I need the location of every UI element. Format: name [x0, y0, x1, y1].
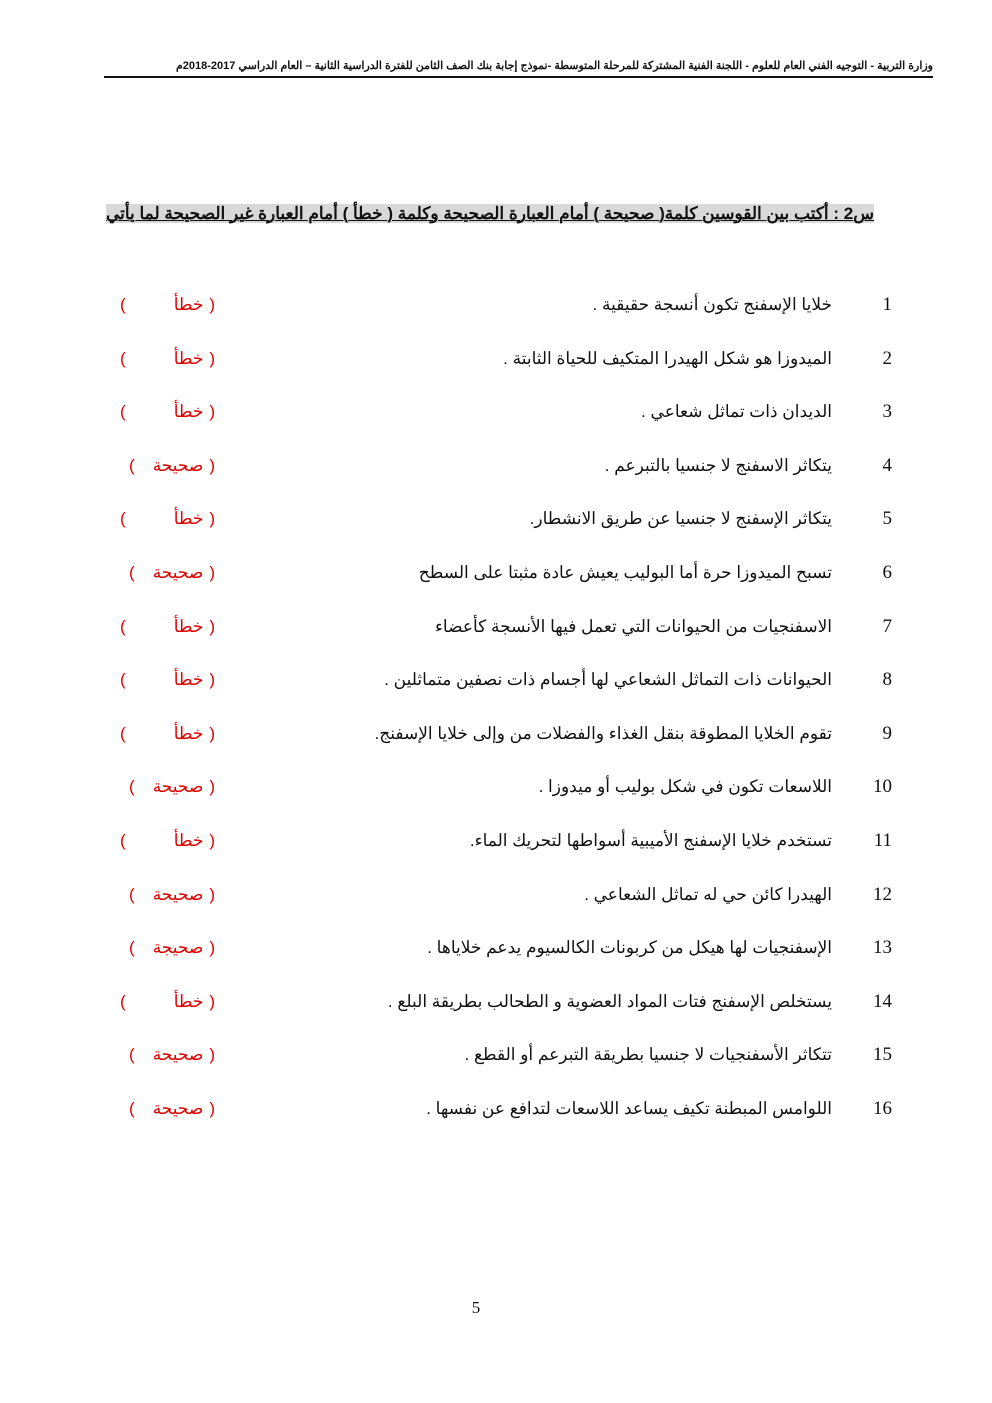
statement-row: [0, 772, 992, 802]
close-paren: ): [120, 509, 126, 529]
open-paren: (: [209, 455, 215, 475]
statement-number: 12: [873, 883, 892, 905]
open-paren: (: [209, 938, 215, 958]
answer-box: [100, 612, 215, 642]
statement-number: 8: [882, 669, 892, 691]
answer-word: خطأ: [173, 509, 204, 529]
answer-box: [100, 1094, 215, 1124]
open-paren: (: [209, 723, 215, 743]
close-paren: ): [129, 777, 135, 797]
answer-word: خطأ: [173, 991, 204, 1011]
open-paren: (: [209, 348, 215, 368]
answer-word: صحيحة: [152, 563, 204, 582]
answer-box: [100, 665, 215, 695]
answer-word: خطأ: [173, 616, 204, 636]
open-paren: (: [209, 670, 215, 690]
answer-box: [100, 290, 215, 320]
statement-text: الميدوزا هو شكل الهيدرا المتكيف للحياة الثابتة .: [503, 348, 832, 368]
statement-text: يتكاثر الإسفنج لا جنسيا عن طريق الانشطار.: [529, 509, 832, 529]
answer-box: [100, 451, 215, 481]
statement-row: [0, 665, 992, 695]
statement-text: خلايا الإسفنج تكون أنسجة حقيقية .: [592, 295, 832, 314]
statement-number: 3: [882, 401, 892, 423]
statement-number: 15: [873, 1044, 892, 1066]
statement-row: [0, 826, 992, 856]
statement-row: [0, 719, 992, 749]
close-paren: ): [120, 348, 126, 368]
open-paren: (: [209, 402, 215, 422]
statement-number: 7: [882, 615, 892, 637]
statement-number: 10: [873, 776, 892, 798]
statement-text: الإسفنجيات لها هيكل من كربونات الكالسيوم يدعم خلاياها .: [427, 938, 832, 958]
statement-text: الديدان ذات تماثل شعاعي .: [641, 402, 832, 422]
statement-row: [0, 397, 992, 427]
statement-number: 1: [882, 294, 892, 315]
answer-word: خطأ: [173, 670, 204, 690]
answer-box: [100, 933, 215, 963]
answer-box: [100, 397, 215, 427]
answer-word: خطأ: [173, 723, 204, 743]
answer-box: [100, 558, 215, 588]
close-paren: ): [120, 991, 126, 1011]
answer-word: صحيحة: [152, 455, 204, 475]
answer-word: خطأ: [173, 831, 204, 850]
answer-box: [100, 719, 215, 749]
answer-box: [100, 826, 215, 856]
answer-box: [100, 504, 215, 534]
close-paren: ): [129, 1045, 135, 1065]
statement-number: 13: [873, 937, 892, 959]
open-paren: (: [209, 1045, 215, 1065]
statement-row: [0, 344, 992, 374]
statement-text: تسبح الميدوزا حرة أما البوليب يعيش عادة مثبتا على السطح: [418, 563, 832, 582]
statement-text: الاسفنجيات من الحيوانات التي تعمل فيها الأنسجة كأعضاء: [434, 616, 832, 636]
answer-box: [100, 880, 215, 910]
statement-text: تتكاثر الأسفنجيات لا جنسيا بطريقة التبرعم أو القطع .: [464, 1045, 832, 1065]
answer-word: صحيحة: [152, 1045, 204, 1065]
close-paren: ): [120, 295, 126, 314]
statement-number: 11: [873, 830, 892, 851]
answer-word: صحيحة: [152, 1099, 204, 1118]
page-number: 5: [471, 1298, 481, 1317]
question-title: [48, 202, 874, 226]
close-paren: ): [120, 670, 126, 690]
statement-text: اللوامس المبطنة تكيف يساعد اللاسعات لتدافع عن نفسها .: [426, 1099, 832, 1118]
open-paren: (: [209, 777, 215, 797]
answer-word: خطأ: [173, 348, 204, 368]
close-paren: ): [129, 563, 135, 582]
page-header: وزارة التربية - التوجيه الفني العام للعلوم - اللجنة الفنية المشتركة للمرحلة المتوسطة -نموذج إجابة بنك الصف الثامن للفترة الدراسية الثانية – العام الدراسي 2017-2018م: [104, 58, 933, 78]
statement-number: 4: [882, 454, 892, 476]
answer-box: [100, 344, 215, 374]
statement-text: يتكاثر الاسفنج لا جنسيا بالتبرعم .: [604, 455, 832, 475]
statement-row: [0, 558, 992, 588]
open-paren: (: [209, 1099, 215, 1118]
statement-row: [0, 612, 992, 642]
statement-row: [0, 1094, 992, 1124]
answer-word: خطأ: [173, 295, 204, 314]
statement-row: [0, 987, 992, 1017]
open-paren: (: [209, 991, 215, 1011]
close-paren: ): [120, 723, 126, 743]
statement-row: [0, 1040, 992, 1070]
statement-text: الهيدرا كائن حي له تماثل الشعاعي .: [584, 884, 832, 904]
answer-box: [100, 1040, 215, 1070]
close-paren: ): [129, 884, 135, 904]
answer-word: خطأ: [173, 402, 204, 422]
close-paren: ): [120, 831, 126, 850]
open-paren: (: [209, 616, 215, 636]
close-paren: ): [129, 455, 135, 475]
statement-text: تستخدم خلايا الإسفنج الأميبية أسواطها لتحريك الماء.: [469, 831, 832, 850]
answer-box: [100, 987, 215, 1017]
statement-row: [0, 504, 992, 534]
open-paren: (: [209, 884, 215, 904]
statement-number: 14: [873, 990, 892, 1012]
statement-number: 5: [882, 508, 892, 530]
close-paren: ): [120, 402, 126, 422]
answer-word: صحيحة: [152, 884, 204, 904]
statement-row: [0, 451, 992, 481]
answer-box: [100, 772, 215, 802]
close-paren: ): [129, 938, 135, 958]
statement-number: 6: [882, 562, 892, 583]
answer-word: صحيجة: [152, 938, 204, 958]
statement-row: [0, 933, 992, 963]
statement-text: الحيوانات ذات التماثل الشعاعي لها أجسام ذات نصفين متماثلين .: [384, 670, 832, 690]
statement-text: اللاسعات تكون في شكل بوليب أو ميدوزا .: [538, 777, 832, 797]
open-paren: (: [209, 831, 215, 850]
open-paren: (: [209, 509, 215, 529]
close-paren: ): [120, 616, 126, 636]
answer-word: صحيحة: [152, 777, 204, 797]
statement-row: [0, 880, 992, 910]
statement-text: يستخلص الإسفنج فتات المواد العضوية و الطحالب بطريقة البلع .: [387, 991, 832, 1011]
statement-text: تقوم الخلايا المطوقة بنقل الغذاء والفضلات من وإلى خلايا الإسفنج.: [374, 723, 832, 743]
open-paren: (: [209, 563, 215, 582]
statement-row: [0, 290, 992, 320]
question-text: س2 : أكتب بين القوسين كلمة( صحيحة ) أمام العبارة الصحيحة وكلمة ( خطأ ) أمام العبارة غير الصحيحة لما يأتي: [105, 204, 874, 223]
close-paren: ): [129, 1099, 135, 1118]
statement-number: 9: [882, 722, 892, 744]
statement-number: 2: [882, 347, 892, 369]
statement-number: 16: [873, 1098, 892, 1119]
open-paren: (: [209, 295, 215, 314]
